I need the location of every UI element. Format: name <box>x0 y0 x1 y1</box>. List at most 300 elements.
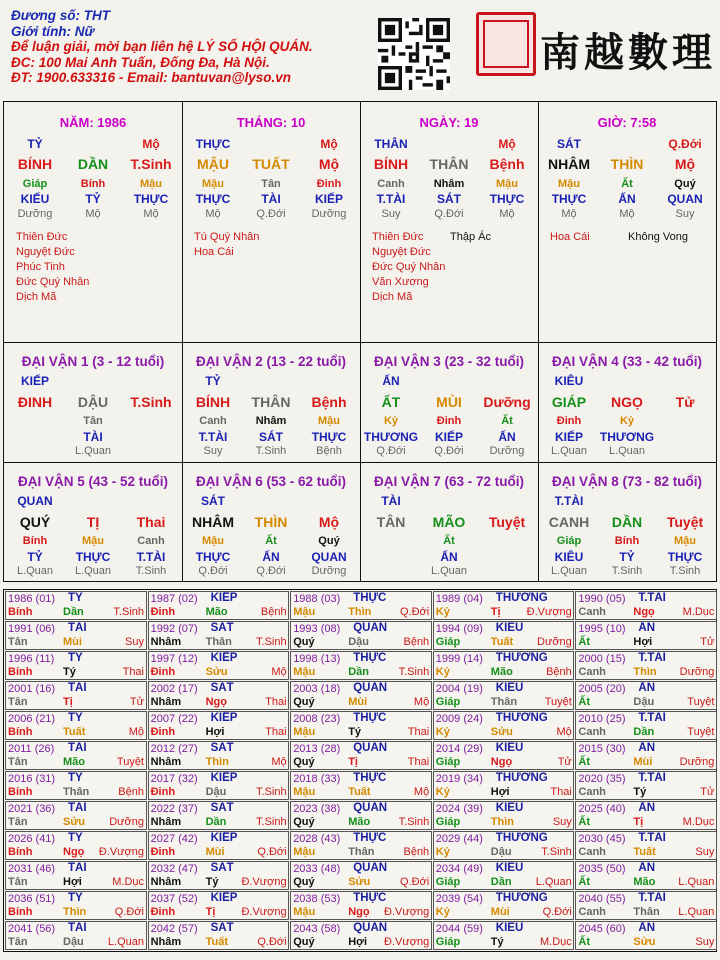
year-phase: Mộ <box>556 726 572 738</box>
year-god: ẤN <box>638 922 656 934</box>
year-cell <box>148 891 290 920</box>
year-branch: Dần <box>633 726 655 738</box>
year-god: T.TÀI <box>638 892 666 904</box>
year-god: T.TÀI <box>638 652 666 664</box>
dai-van-3 <box>360 342 538 462</box>
year-stem: Quý <box>293 876 315 888</box>
year-stem: Nhâm <box>150 756 182 768</box>
pillar-value: Nhâm <box>255 415 287 427</box>
year-stem: Giáp <box>435 636 461 648</box>
year-cell <box>433 621 575 650</box>
year-stem: Ất <box>578 696 590 708</box>
year-phase: Bệnh <box>546 666 572 678</box>
star-label: Thiên Đức <box>16 231 68 243</box>
year-label: 2001 (16) <box>8 683 56 695</box>
pillar-value: T.Sinh <box>130 394 172 410</box>
year-label: 2010 (25) <box>578 713 626 725</box>
year-label: 2028 (43) <box>293 833 341 845</box>
year-stem: Nhâm <box>150 636 182 648</box>
pillar-row <box>538 494 716 510</box>
year-phase: T.Sinh <box>398 816 430 828</box>
year-detail <box>151 666 289 680</box>
year-god: KIÊU <box>495 622 524 634</box>
year-stem: Kỷ <box>435 726 450 738</box>
pillar-value: KIẾU <box>20 192 50 206</box>
year-detail <box>293 906 431 920</box>
pillar-value: BÍNH <box>17 156 53 172</box>
year-detail <box>436 846 574 860</box>
year-branch: Tuất <box>490 636 514 648</box>
year-label: 1990 (05) <box>578 593 626 605</box>
pillar-value: Mậu <box>82 535 104 547</box>
year-label: 2019 (34) <box>435 773 483 785</box>
pillar-value: ẤN <box>382 374 400 388</box>
pillar-value: QUAN <box>667 192 703 206</box>
year-label: 1998 (13) <box>293 653 341 665</box>
pillar-value: Mộ <box>318 514 340 530</box>
pillar-value: L.Quan <box>16 565 54 577</box>
year-label: 2027 (42) <box>150 833 198 845</box>
year-label: 2029 (44) <box>435 833 483 845</box>
pillar-row <box>182 445 360 461</box>
year-stem: Đinh <box>150 606 176 618</box>
year-god: TÀI <box>68 682 87 694</box>
pillar-value: Kỷ <box>619 415 635 427</box>
year-stem: Giáp <box>435 756 461 768</box>
year-phase: M.Dục <box>682 816 715 828</box>
year-stem: Tân <box>8 756 28 768</box>
year-label: 2040 (55) <box>578 893 626 905</box>
pillar-value: Tân <box>83 415 103 427</box>
pillar-3 <box>360 102 538 342</box>
year-detail <box>293 786 431 800</box>
year-stem: Quý <box>293 696 315 708</box>
year-god: QUAN <box>353 802 388 814</box>
pillar-value: TUẤT <box>252 156 290 172</box>
pillar-row <box>4 445 182 461</box>
pillar-value: DẦN <box>611 514 643 530</box>
pillar-value: Mộ <box>143 208 159 220</box>
year-branch: Dậu <box>490 846 512 858</box>
pillar-value: Đinh <box>556 415 582 427</box>
year-detail <box>436 696 574 710</box>
year-god: KIÊU <box>495 682 524 694</box>
pillar-row <box>360 430 538 446</box>
pillar-value: QUAN <box>17 494 53 508</box>
year-cell <box>575 831 717 860</box>
year-phase: Thai <box>265 726 287 738</box>
year-god: THỰC <box>353 712 387 724</box>
year-detail <box>436 816 574 830</box>
year-detail <box>293 876 431 890</box>
brand-logo: 南越數理 <box>540 28 716 76</box>
year-phase: Tuyệt <box>687 696 715 708</box>
year-stem: Đinh <box>150 726 176 738</box>
year-cell <box>5 591 147 620</box>
pillar-value: Suy <box>203 445 223 457</box>
pillar-value: Suy <box>675 208 695 220</box>
year-phase: Mộ <box>413 786 430 798</box>
year-cell <box>5 861 147 890</box>
pillar-value: L.Quan <box>430 565 468 577</box>
year-phase: Đ.Vượng <box>241 876 287 888</box>
year-branch: Thìn <box>490 816 515 828</box>
year-detail <box>151 846 289 860</box>
year-phase: M.Dục <box>682 606 715 618</box>
pillar-value: Q.Đới <box>434 208 464 220</box>
dai-van-title: ĐẠI VẬN 8 (73 - 82 tuổi) <box>551 474 703 489</box>
star-label: Tú Quý Nhân <box>194 231 260 243</box>
year-branch: Tị <box>633 816 644 828</box>
year-detail <box>151 636 289 650</box>
year-label: 1992 (07) <box>150 623 198 635</box>
year-label: 2037 (52) <box>150 893 198 905</box>
year-label: 2007 (22) <box>150 713 198 725</box>
year-phase: Bệnh <box>403 846 430 858</box>
year-stem: Nhâm <box>150 876 182 888</box>
year-god: TỶ <box>68 892 83 904</box>
year-cell <box>290 921 432 950</box>
pillar-row <box>360 514 538 530</box>
year-god: THƯƠNG <box>495 652 548 664</box>
pillar-row <box>538 550 716 566</box>
pillar-value: L.Quan <box>74 565 112 577</box>
pillar-value: KIẾP <box>554 430 583 444</box>
pillar-4 <box>538 102 716 342</box>
pillar-value: T.Sinh <box>669 565 701 577</box>
pillar-row <box>182 137 360 153</box>
year-god: SÁT <box>210 862 234 874</box>
pillar-value: ẤN <box>440 550 458 564</box>
year-label: 2044 (59) <box>435 923 483 935</box>
year-phase: Dưỡng <box>109 816 144 828</box>
year-phase: Đ.Vượng <box>384 936 430 948</box>
year-stem: Bính <box>8 726 33 738</box>
pillar-value: T.Sinh <box>135 565 167 577</box>
pillar-value: TÀI <box>381 494 401 508</box>
year-stem: Mậu <box>293 846 316 858</box>
pillar-row <box>538 430 716 446</box>
year-phase: T.Sinh <box>256 786 287 798</box>
pillar-row <box>4 415 182 431</box>
year-god: TÀI <box>68 802 87 814</box>
pillar-row <box>4 374 182 390</box>
year-branch: Tý <box>490 936 504 948</box>
year-stem: Canh <box>578 786 606 798</box>
dai-van-8 <box>538 462 716 582</box>
pillar-value: Mộ <box>561 208 577 220</box>
year-branch: Dần <box>348 666 369 678</box>
pillar-value: T.TÀI <box>136 550 166 564</box>
pillar-value: KIÊU <box>554 550 584 564</box>
year-detail <box>578 606 716 620</box>
year-cell <box>5 771 147 800</box>
pillar-value: ẤN <box>498 430 516 444</box>
year-cell <box>433 801 575 830</box>
year-detail <box>578 696 716 710</box>
pillar-value: Quý <box>674 178 696 190</box>
pillar-row <box>182 550 360 566</box>
year-detail <box>578 876 716 890</box>
year-stem: Kỷ <box>435 846 450 858</box>
pillar-row <box>182 415 360 431</box>
year-god: KIẾP <box>210 892 238 904</box>
year-god: TÀI <box>68 622 87 634</box>
year-god: ẤN <box>638 802 656 814</box>
pillar-value: Tử <box>675 394 695 410</box>
pillar-grid <box>3 101 717 582</box>
year-label: 2005 (20) <box>578 683 626 695</box>
year-cell <box>5 831 147 860</box>
pillar-value: T.Sinh <box>130 156 172 172</box>
year-label: 2043 (58) <box>293 923 341 935</box>
dai-van-title: ĐẠI VẬN 3 (23 - 32 tuổi) <box>373 354 525 369</box>
pillar-value: TÀI <box>261 192 281 206</box>
year-stem: Đinh <box>150 906 176 918</box>
pillar-value: THỰC <box>75 550 111 564</box>
year-stem: Đinh <box>150 846 176 858</box>
pillar-value: T.TÀI <box>376 192 406 206</box>
year-phase: Đ.Vượng <box>526 606 572 618</box>
year-detail <box>293 666 431 680</box>
year-branch: Mão <box>205 606 228 618</box>
year-branch: Ngọ <box>490 756 513 768</box>
pillar-value: THÌN <box>254 514 288 530</box>
pillar-value: TÀI <box>83 430 103 444</box>
year-label: 2020 (35) <box>578 773 626 785</box>
year-label: 2024 (39) <box>435 803 483 815</box>
year-label: 2042 (57) <box>150 923 198 935</box>
year-label: 2011 (26) <box>8 743 55 755</box>
year-branch: Hợi <box>490 786 510 798</box>
year-stem: Canh <box>578 906 606 918</box>
pillar-value: Tân <box>261 178 281 190</box>
year-branch: Thìn <box>633 666 657 678</box>
year-cell <box>290 711 432 740</box>
pillar-value: Q.Đới <box>376 445 406 457</box>
year-cell <box>290 621 432 650</box>
year-phase: M.Dục <box>540 936 572 948</box>
year-god: KIÊU <box>495 922 524 934</box>
pillar-value: Ất <box>443 535 455 547</box>
pillar-value: Ất <box>501 415 513 427</box>
pillar-row <box>360 192 538 208</box>
year-stem: Quý <box>293 636 315 648</box>
year-detail <box>151 726 289 740</box>
year-phase: Suy <box>125 636 144 648</box>
pillar-value: SÁT <box>557 137 581 151</box>
pillar-value: Thai <box>136 514 166 530</box>
pillar-value: L.Quan <box>608 445 646 457</box>
contact-note: Để luận giải, mời bạn liên hệ LÝ SỐ HỘI QUÁN. <box>11 39 313 54</box>
year-label: 2002 (17) <box>150 683 198 695</box>
year-cell <box>148 741 290 770</box>
year-phase: Q.Đới <box>399 606 430 618</box>
year-branch: Thân <box>348 846 375 858</box>
year-label: 1996 (11) <box>8 653 55 665</box>
pillar-value: THỰC <box>195 550 231 564</box>
pillar-value: Q.Đới <box>668 137 702 151</box>
year-detail <box>8 606 146 620</box>
pillar-row <box>360 156 538 172</box>
year-detail <box>8 906 146 920</box>
year-branch: Thìn <box>205 756 229 768</box>
pillar-value: Mộ <box>499 208 515 220</box>
year-god: THỰC <box>353 892 387 904</box>
year-stem: Tân <box>8 876 28 888</box>
year-detail <box>578 726 716 740</box>
year-cell <box>433 711 575 740</box>
year-phase: Tử <box>129 696 144 708</box>
year-branch: Hợi <box>348 936 368 948</box>
year-phase: Q.Đới <box>114 906 144 918</box>
year-label: 1995 (10) <box>578 623 626 635</box>
pillar-value: QUAN <box>311 550 347 564</box>
pillar-row <box>360 415 538 431</box>
year-phase: Bệnh <box>118 786 144 798</box>
star-label: Hoa Cái <box>194 246 234 258</box>
pillar-value: Mậu <box>202 178 224 190</box>
year-cell <box>5 801 147 830</box>
year-label: 1987 (02) <box>150 593 198 605</box>
year-label: 2022 (37) <box>150 803 198 815</box>
year-phase: Mộ <box>128 726 144 738</box>
year-stem: Đinh <box>150 786 176 798</box>
pillar-value: Quý <box>318 535 340 547</box>
pillar-value: Bệnh <box>489 156 525 172</box>
year-cell <box>290 891 432 920</box>
pillar-value: THỰC <box>489 192 525 206</box>
year-branch: Tuất <box>348 786 371 798</box>
year-branch: Sửu <box>348 876 371 888</box>
year-branch: Ngọ <box>633 606 655 618</box>
pillar-value: L.Quan <box>550 565 588 577</box>
pillar-value: THÂN <box>429 156 469 172</box>
year-label: 2006 (21) <box>8 713 56 725</box>
pillar-value: Canh <box>377 178 405 190</box>
pillar-value: KIẾP <box>20 374 49 388</box>
year-stem: Quý <box>293 816 315 828</box>
year-phase: Thai <box>407 756 430 768</box>
year-cell <box>433 861 575 890</box>
pillar-value: BÍNH <box>195 394 231 410</box>
year-stem: Kỷ <box>435 666 450 678</box>
pillar-value: THỰC <box>667 550 703 564</box>
pillar-value: Tuyệt <box>488 514 526 530</box>
year-cell <box>290 681 432 710</box>
year-detail <box>436 666 574 680</box>
year-detail <box>8 756 146 770</box>
pillar-row <box>360 374 538 390</box>
year-god: THỰC <box>353 652 387 664</box>
year-cell <box>575 801 717 830</box>
year-cell <box>148 771 290 800</box>
year-cell <box>433 771 575 800</box>
pillar-value: T.Sinh <box>255 445 287 457</box>
year-stem: Giáp <box>435 816 461 828</box>
year-phase: L.Quan <box>107 936 144 948</box>
year-detail <box>151 876 289 890</box>
star-label: Hoa Cái <box>550 231 590 243</box>
year-stem: Ất <box>578 876 590 888</box>
year-detail <box>151 816 289 830</box>
pillar-2 <box>182 102 360 342</box>
year-phase: Thai <box>550 786 572 798</box>
year-cell <box>290 741 432 770</box>
year-branch: Sửu <box>63 816 86 828</box>
year-god: THƯƠNG <box>495 592 548 604</box>
year-branch: Thìn <box>348 606 372 618</box>
pillar-value: Q.Đới <box>198 565 228 577</box>
year-stem: Kỷ <box>435 786 450 798</box>
year-phase: Tuyệt <box>544 696 572 708</box>
year-detail <box>8 786 146 800</box>
pillar-row <box>182 394 360 410</box>
year-label: 2021 (36) <box>8 803 56 815</box>
year-label: 1994 (09) <box>435 623 483 635</box>
pillar-value: L.Quan <box>74 445 112 457</box>
year-branch: Mùi <box>348 696 368 708</box>
pillar-row <box>360 208 538 224</box>
year-stem: Tân <box>8 816 28 828</box>
pillar-row <box>4 494 182 510</box>
year-branch: Mão <box>348 816 371 828</box>
year-detail <box>151 786 289 800</box>
year-label: 2009 (24) <box>435 713 483 725</box>
year-god: THỰC <box>353 832 387 844</box>
year-phase: Tử <box>700 786 715 798</box>
year-label: 2026 (41) <box>8 833 56 845</box>
pillar-value: L.Quan <box>550 445 588 457</box>
year-god: KIẾP <box>210 772 238 784</box>
pillar-row <box>4 565 182 581</box>
pillar-value: ẤT <box>381 394 401 410</box>
year-branch: Dậu <box>63 936 84 948</box>
year-cell <box>433 741 575 770</box>
year-stem: Nhâm <box>150 696 182 708</box>
year-cell <box>5 741 147 770</box>
year-label: 2000 (15) <box>578 653 626 665</box>
year-detail <box>578 816 716 830</box>
pillar-value: Giáp <box>556 535 582 547</box>
year-phase: Mộ <box>413 696 430 708</box>
year-branch: Tị <box>63 696 73 708</box>
pillar-value: THƯƠNG <box>599 430 655 444</box>
year-branch: Hợi <box>63 876 82 888</box>
pillar-value: Ất <box>621 178 633 190</box>
pillar-row <box>538 415 716 431</box>
pillar-row <box>182 208 360 224</box>
year-stem: Mậu <box>293 786 316 798</box>
pillar-value: TỶ <box>27 137 43 151</box>
dai-van-6 <box>182 462 360 582</box>
star-label: Nguyệt Đức <box>372 246 431 258</box>
year-label: 1989 (04) <box>435 593 483 605</box>
year-detail <box>436 636 574 650</box>
year-phase: Đ.Vượng <box>241 906 287 918</box>
year-cell <box>433 591 575 620</box>
year-detail <box>151 906 289 920</box>
year-label: 2034 (49) <box>435 863 483 875</box>
year-god: ẤN <box>638 622 656 634</box>
year-branch: Thân <box>63 786 90 798</box>
year-cell <box>5 921 147 950</box>
year-label: 2013 (28) <box>293 743 341 755</box>
year-cell <box>575 681 717 710</box>
year-phase: Dưỡng <box>679 756 715 768</box>
year-phase: Suy <box>695 936 715 948</box>
year-detail <box>293 636 431 650</box>
